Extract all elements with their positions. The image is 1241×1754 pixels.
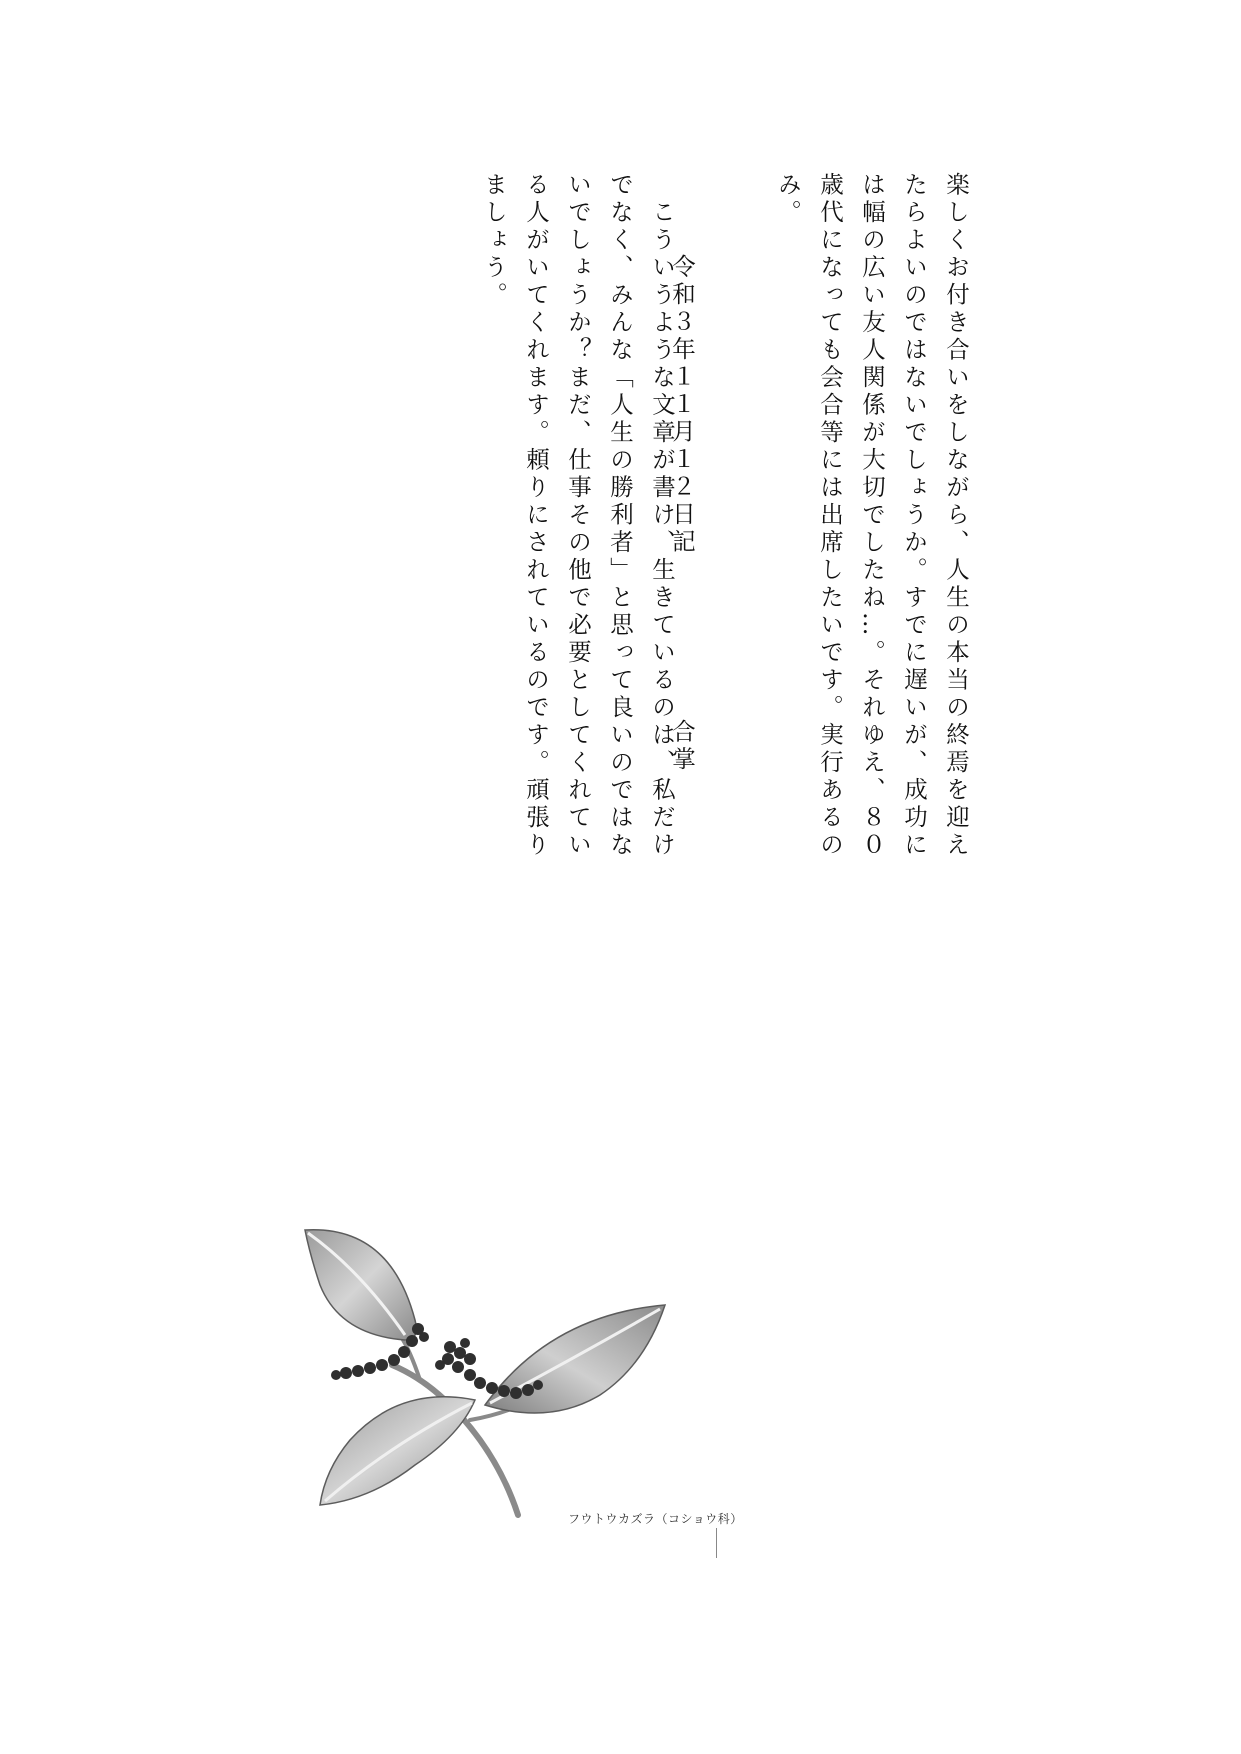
- date-text: 令和３年１１月１２日記: [668, 254, 696, 557]
- caption-divider: [716, 1528, 717, 1558]
- closing-text: 合掌: [668, 719, 696, 774]
- pepper-vine-illustration: [300, 1225, 730, 1535]
- leaf-top-left: [305, 1230, 416, 1340]
- illustration-caption: フウトウカズラ（コショウ科）: [568, 1512, 743, 1526]
- letter-body: [389, 172, 1061, 872]
- body-paragraph-1: 楽しくお付き合いをしながら、人生の本当の終焉を迎えたらよいのではないでしょうか。すでに遅いが、成功には幅の広い友人関係が大切でしたね…。それゆえ、８０歳代になっても会合等には出席したいです。実行あるのみ。: [774, 172, 970, 860]
- body-paragraph-2: こういうような文章が書け、生きているのは、私だけでなく、みんな「人生の勝利者」と思って良いのではないでしょうか？まだ、仕事その他で必要としてくれている人がいてくれます。頼りにされているのです。頑張りましょう。: [480, 172, 676, 860]
- signature-line: [666, 254, 698, 774]
